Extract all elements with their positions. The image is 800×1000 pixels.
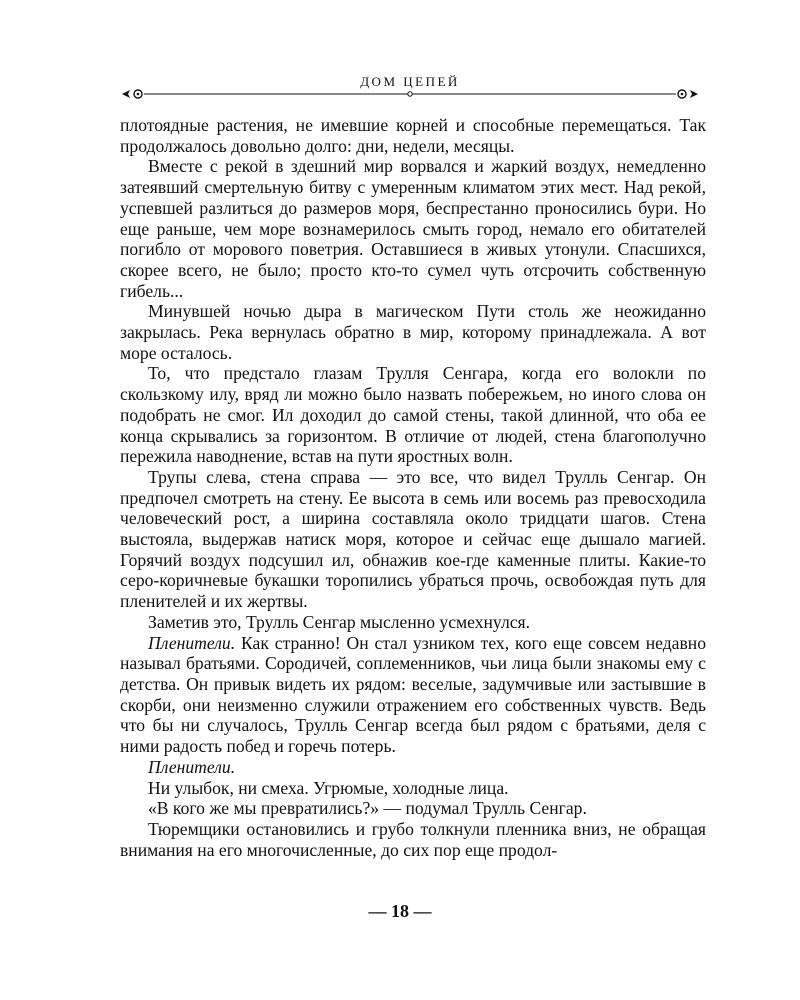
body-text — [120, 115, 706, 860]
paragraph: Заметив это, Трулль Сенгар мысленно усмехнулся. — [148, 611, 531, 632]
paragraph: Трупы слева, стена справа — это все, что видел Трулль Сенгар. Он предпочел смотреть на стену. Ее высота в семь или восемь раз превосходила человеческий рост, а ширина составляла около тридцати шагов. Стена выстояла, выдержав натиск моря, которое и сейчас еще дышало магией. Горячий воздух подсушил ил, обнажив кое-где каменные плиты. Какие-то серо-коричневые букашки торопились убраться прочь, освобождая путь для пленителей и их жертвы. — [120, 466, 706, 612]
paragraph — [120, 757, 706, 778]
paragraph: То, что предстало глазам Трулля Сенгара, когда его волокли по скользкому илу, вряд ли можно было назвать побережьем, но иного слова он подобрать не смог. Ил доходил до самой стены, такой длинной, что оба ее конца скрывались за горизонтом. В отличие от людей, стена благополучно пережила наводнение, встав на пути яростных волн. — [120, 363, 706, 467]
paragraph: Вместе с рекой в здешний мир ворвался и жаркий воздух, немедленно затеявший смертельную битву с умеренным климатом этих мест. Над рекой, успевшей разлиться до размеров моря, беспрестанно проносились бури. Но еще раньше, чем море вознамерилось смыть город, немало его обитателей погибло от морового поветрия. Оставшиеся в живых утонули. Спасшихся, скорее всего, не было; просто кто-то сумел чуть отсрочить собственную гибель... — [120, 156, 706, 301]
paragraph: Минувшей ночью дыра в магическом Пути столь же неожиданно закрылась. Река вернулась обратно в мир, которому принадлежала. А вот море осталось. — [120, 301, 706, 363]
paragraph: Ни улыбок, ни смеха. Угрюмые, холодные лица. — [148, 777, 509, 798]
paragraph: «В кого же мы превратились?» — подумал Трулль Сенгар. — [148, 798, 587, 819]
paragraph: Тюремщики остановились и грубо толкнули пленника вниз, не обращая внимания на его многочисленные, до сих пор еще продол- — [120, 818, 706, 860]
page-number: — 18 — — [368, 901, 432, 921]
running-title: ДОМ ЦЕПЕЙ — [360, 74, 460, 89]
paragraph: Пленители. Как странно! Он стал узником тех, кого еще совсем недавно называл братьями. Сородичей, соплеменников, чьи лица были знакомы ему с детства. Он привык видеть их рядом: веселые, задумчивые или застывшие в скорби, они неизменно служили отражением его собственных чувств. Ведь что бы ни случалось, Трулль Сенгар всегда был рядом с братьями, деля с ними радость побед и горечь потерь. — [120, 632, 706, 757]
header-rule-ornament — [120, 86, 700, 102]
italic-lead: Пленители. — [148, 756, 236, 777]
paragraph: плотоядные растения, не имевшие корней и способные перемещаться. Так продолжалось довольно долго: дни, недели, месяцы. — [120, 115, 706, 156]
italic-lead: Пленители. — [148, 632, 236, 653]
running-head — [120, 72, 700, 108]
